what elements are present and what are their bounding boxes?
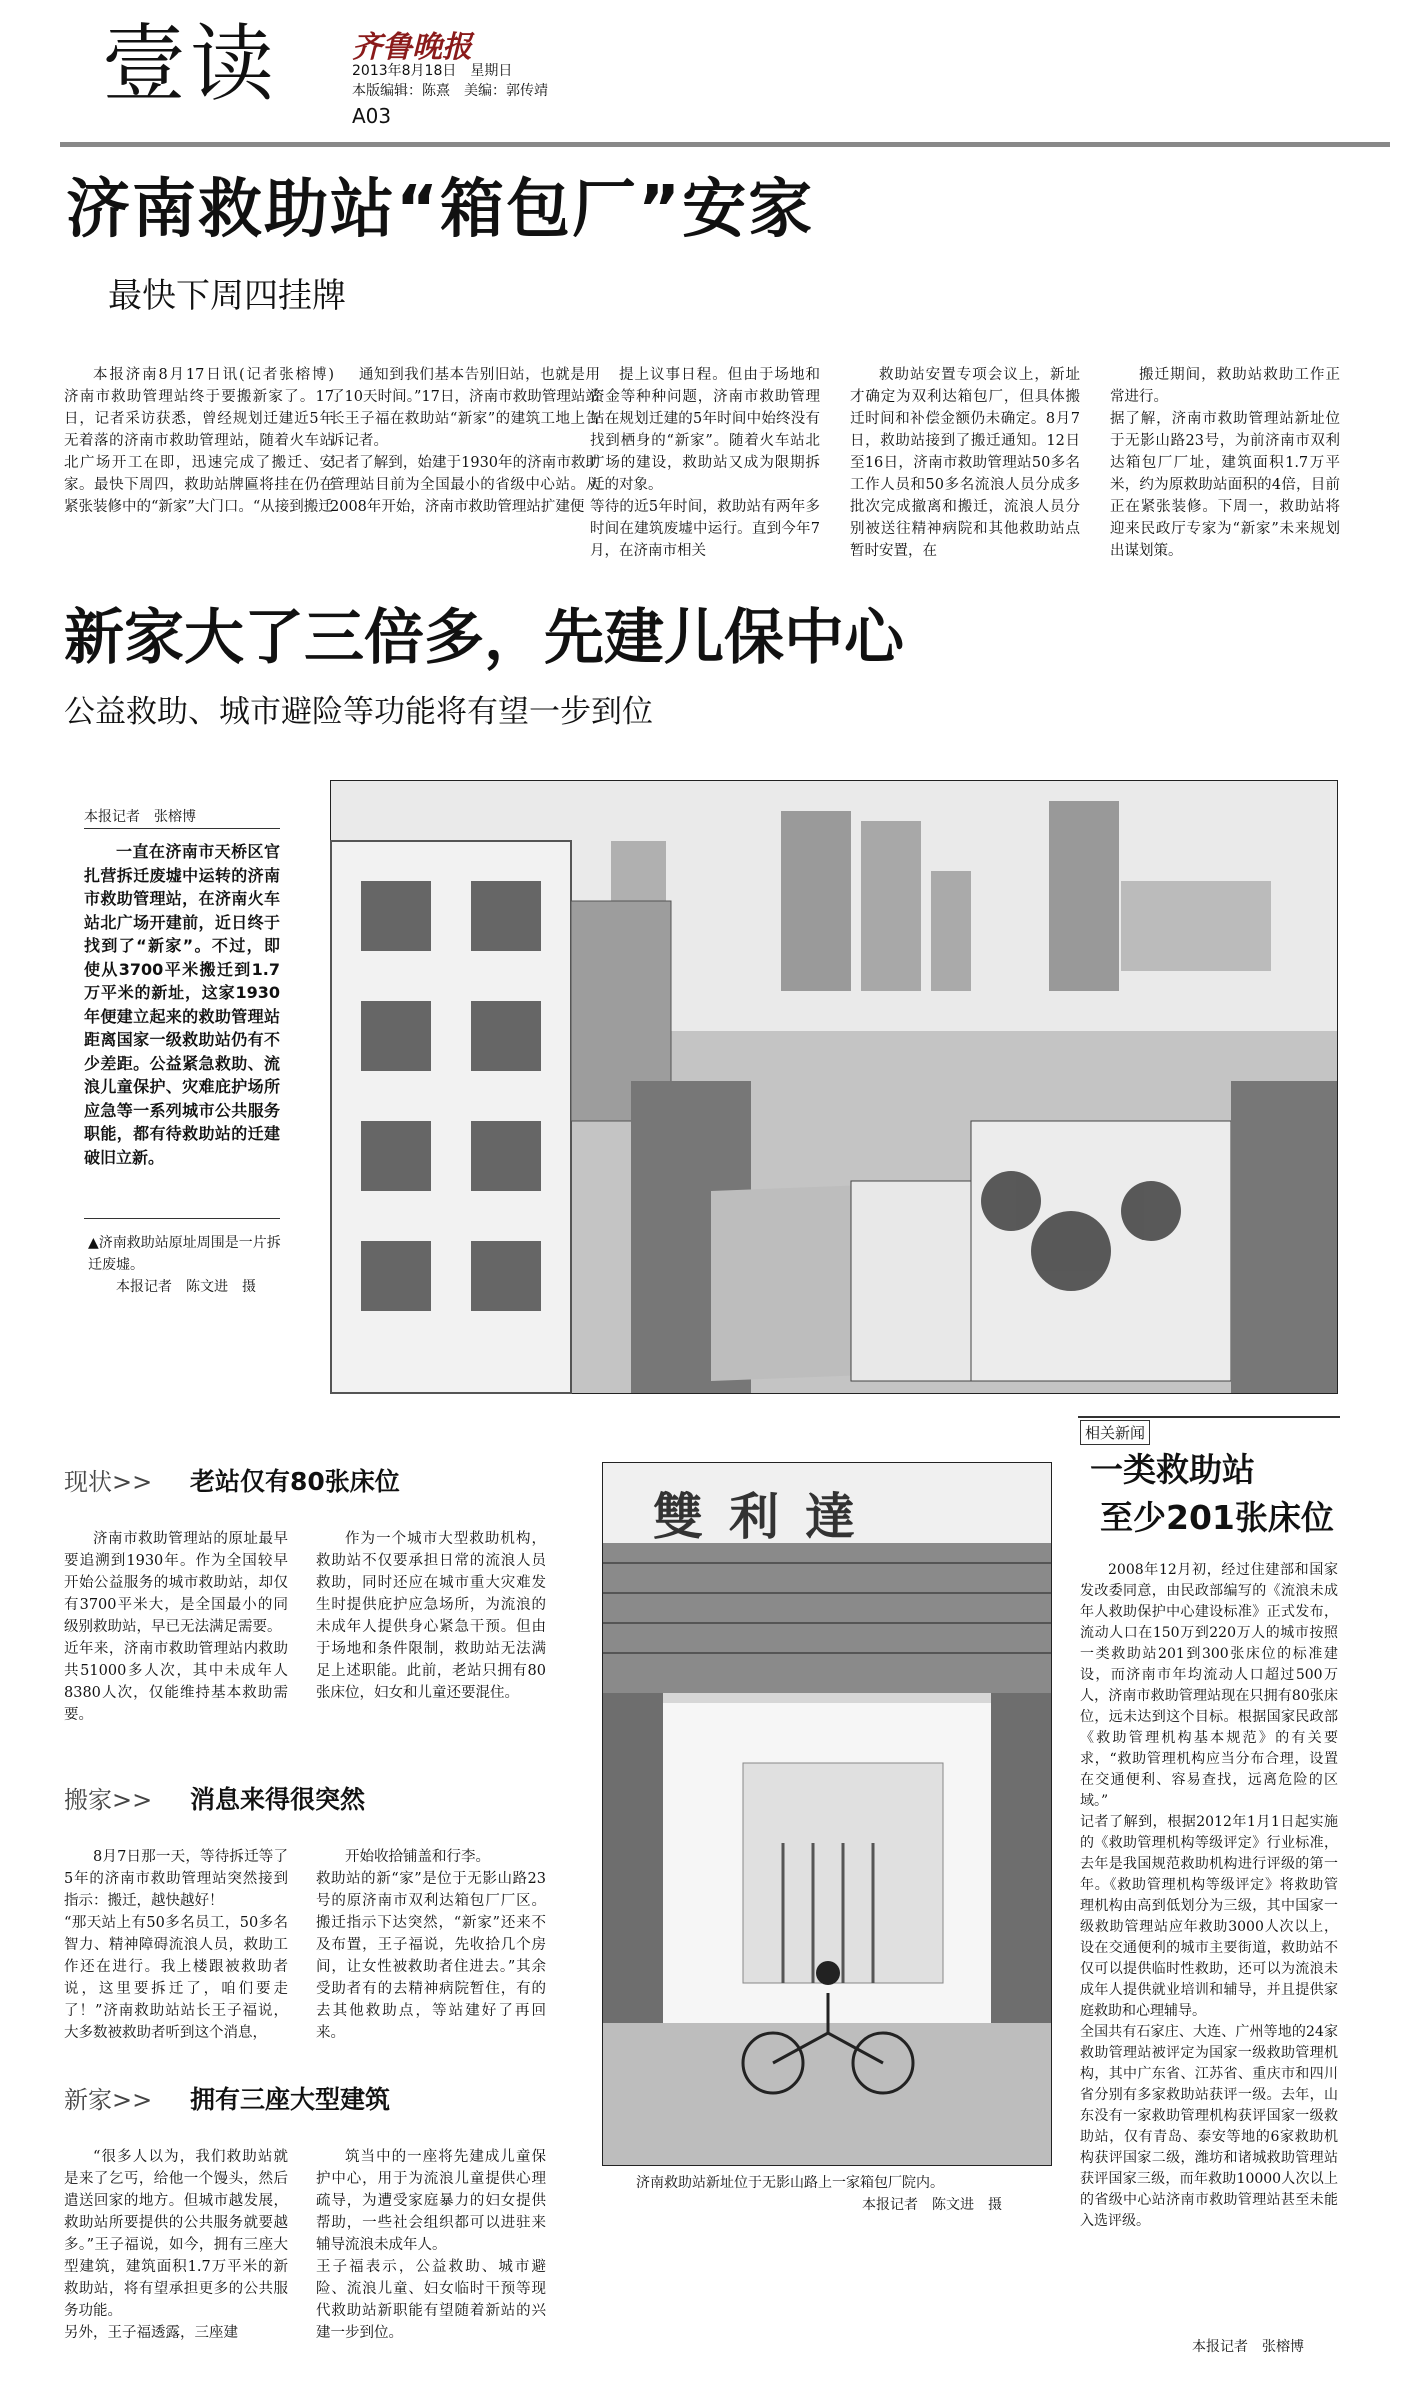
section1-col2-text: 作为一个城市大型救助机构，救助站不仅要承担日常的流浪人员救助，同时还应在城市重大灾难发生时提供庇护应急场所，为流浪的未成年人提供身心紧急干预。但由于场地和条件限制，救助站无法满足上述职能。此前，老站只拥有80张床位，妇女和儿童还要混住。 — [316, 1531, 546, 1701]
lead-col5-text: 搬迁期间，救助站救助工作正常进行。 据了解，济南市救助管理站新址位于无影山路23号，为前济南市双利达箱包厂厂址，建筑面积1.7万平米，约为原救助站面积的4倍，目前正在紧张装修。下周一，救助站将迎来民政厅专家为“新家”未来规划出谋划策。 — [1110, 367, 1340, 559]
byline-rule — [84, 828, 280, 829]
editors-line: 本版编辑：陈熹 美编：郭传靖 — [352, 83, 548, 99]
new-site-gate-photo — [602, 1462, 1052, 2166]
section3-column-1 — [64, 2146, 288, 2376]
gate-illustration — [603, 1463, 1051, 2165]
lead-column-4 — [850, 364, 1080, 564]
lead-headline: 济南救助站“箱包厂”安家 — [66, 173, 815, 247]
sidebar-body-text: 2008年12月初，经过住建部和国家发改委同意，由民政部编写的《流浪未成年人救助保护中心建设标准》正式发布，流动人口在150万到220万人的城市按照一类救助站201到300张床位的标准建设，而济南市年均流动人口超过500万人，济南市救助管理站现在只拥有80张床位，远未达到这个目标。根据国家民政部《救助管理机构基本规范》的有关要求，“救助管理机构应当分布合理，设置在交通便利、容易查找，远离危险的区域。” 记者了解到，根据2012年1月1日起实施的《救助管理机构等级评定》行业标准，去年是我国规范救助机构进行评级的第一年。《救助管理机构等级评定》将救助管理机构由高到低划分为三级，其中国家一级救助管理站应年救助3000人次以上，设在交通便利的城市主要街道，救助站不仅可以提供临时性救助，还可以为流浪未成年人提供就业培训和辅导，并且提供家庭救助和心理辅导。 全国共有石家庄、大连、广州等地的24家救助管理站被评定为国家一级救助管理机构，其中广东省、江苏省、重庆市和四川省分别有多家救助站获评一级。去年，山东没有一家救助管理机构获评国家一级救助站，仅有青岛、泰安等地的6家救助机构获评国家二级，潍坊和诸城救助管理站获评国家三级，而年救助10000人次以上的省级中心站济南市救助管理站甚至未能入选评级。 — [1080, 1562, 1338, 2229]
section3-title: 拥有三座大型建筑 — [190, 2085, 391, 2114]
lead-col3-text: 提上议事日程。但由于场地和资金等种种问题，济南市救助管理站在规划迁建的5年时间中始终没有找到栖身的“新家”。随着火车站北广场的建设，救助站又成为限期拆迁的对象。 等待的近5年时间，救助站有两年多时间在建筑废墟中运行。直到今年7月，在济南市相关 — [590, 367, 820, 559]
caption-rule — [84, 1218, 280, 1219]
lead-col2-text: 通知到我们基本告别旧站，也就是用了10天时间。”17日，济南市救助管理站站长王子福在救助站“新家”的建筑工地上告诉记者。 记者了解到，始建于1930年的济南市救助管理站目前为全国最小的省级中心站。从2008年开始，济南市救助管理站扩建便 — [330, 367, 600, 515]
lead-column-1 — [64, 364, 349, 564]
lead-column-2 — [330, 364, 600, 564]
section-name: 壹读 — [102, 15, 279, 113]
section2-col2-text: 开始收拾铺盖和行李。 救助站的新“家”是位于无影山路23号的原济南市双利达箱包厂厂区。搬迁指示下达突然，“新家”还来不及布置，王子福说，先收拾几个房间，让女性被救助者住进去。”其余受助者有的去精神病院暂住，有的去其他救助点，等站建好了再回来。 — [316, 1849, 546, 2041]
section2-tag: 搬家>> — [64, 1786, 153, 1814]
section1-column-2 — [316, 1528, 546, 1728]
masthead-rule — [60, 142, 1390, 147]
lead-column-5 — [1110, 364, 1340, 564]
lead-subhead: 最快下周四挂牌 — [108, 276, 346, 316]
lead-col4-text: 救助站安置专项会议上，新址才确定为双利达箱包厂，但具体搬迁时间和补偿金额仍未确定。8月7日，救助站接到了搬迁通知。12日至16日，济南市救助管理站50多名工作人员和50多名流浪人员分成多批次完成撤离和搬迁，流浪人员分别被送往精神病院和其他救助站点暂时安置，在 — [850, 367, 1080, 559]
photo1-caption: ▲济南救助站原址周围是一片拆迁废墟。 — [88, 1235, 281, 1273]
feature-headline: 新家大了三倍多，先建儿保中心 — [64, 603, 904, 673]
page-number: A03 — [352, 104, 392, 128]
paper-logo: 齐鲁晚报 — [352, 30, 472, 65]
section2-column-1 — [64, 1846, 288, 2046]
demolition-site-illustration — [331, 781, 1337, 1393]
sidebar-byline: 本报记者 张榕博 — [1192, 2339, 1304, 2355]
section2-title: 消息来得很突然 — [190, 1785, 366, 1814]
masthead — [0, 0, 1409, 150]
photo2-caption: 济南救助站新址位于无影山路上一家箱包厂院内。 — [636, 2175, 944, 2191]
section3-col1-text: “很多人以为，我们救助站就是来了乞丐，给他一个馒头，然后遣送回家的地方。但城市越发展，救助站所要提供的公共服务就要越多。”王子福说，如今，拥有三座大型建筑，建筑面积1.7万平米的新救助站，将有望承担更多的公共服务功能。 另外，王子福透露，三座建 — [64, 2149, 288, 2341]
photo2-credit: 本报记者 陈文进 摄 — [862, 2197, 1002, 2213]
section2-col1-text: 8月7日那一天，等待拆迁等了5年的济南市救助管理站突然接到指示：搬迁，越快越好！ “那天站上有50多名员工，50多名智力、精神障碍流浪人员，救助工作还在进行。我上楼跟被救助者说，这里要拆迁了，咱们要走了！”济南救助站站长王子福说，大多数被救助者听到这个消息， — [64, 1849, 288, 2041]
lead-column-3 — [590, 364, 820, 564]
gate-sign-text: 雙利達 — [653, 1487, 881, 1546]
photo1-credit: 本报记者 陈文进 摄 — [116, 1279, 256, 1295]
feature-subhead: 公益救助、城市避险等功能将有望一步到位 — [64, 694, 653, 730]
demolition-site-photo — [330, 780, 1338, 1394]
section3-col2-text: 筑当中的一座将先建成儿童保护中心，用于为流浪儿童提供心理疏导，为遭受家庭暴力的妇女提供帮助，一些社会组织都可以进驻来辅导流浪未成年人。 王子福表示，公益救助、城市避险、流浪儿童、妇女临时干预等现代救助站新职能有望随着新站的兴建一步到位。 — [316, 2149, 546, 2341]
issue-date: 2013年8月18日 星期日 — [352, 63, 513, 79]
feature-byline: 本报记者 张榕博 — [84, 809, 196, 825]
section1-tag: 现状>> — [64, 1468, 153, 1496]
section3-column-2 — [316, 2146, 546, 2376]
section1-column-1 — [64, 1528, 288, 1728]
feature-intro-text: 一直在济南市天桥区官扎营拆迁废墟中运转的济南市救助管理站，在济南火车站北广场开建前，近日终于找到了“新家”。不过，即使从3700平米搬迁到1.7万平米的新址，这家1930年便建立起来的救助管理站距离国家一级救助站仍有不少差距。公益紧急救助、流浪儿童保护、灾难庇护场所应急等一系列城市公共服务职能，都有待救助站的迁建破旧立新。 — [84, 842, 280, 1167]
lead-col1-text: 本报济南8月17日讯(记者张榕博) 济南市救助管理站终于要搬新家了。17日，记者采访获悉，曾经规划迁建近5年无着落的济南市救助管理站，随着火车站北广场开工在即，迅速完成了搬迁、安家。最快下周四，救助站牌匾将挂在仍在紧张装修中的“新家”大门口。“从接到搬迁 — [64, 367, 349, 515]
feature-intro — [84, 840, 280, 1208]
sidebar-label: 相关新闻 — [1080, 1420, 1150, 1445]
sidebar-headline-line2: 至少201张床位 — [1100, 1498, 1334, 1537]
sidebar-body — [1080, 1560, 1338, 2330]
section1-col1-text: 济南市救助管理站的原址最早要追溯到1930年。作为全国较早开始公益服务的城市救助站，却仅有3700平米大，是全国最小的同级别救助站，早已无法满足需要。 近年来，济南市救助管理站内救助共51000多人次，其中未成年人8380人次，仅能维持基本救助需要。 — [64, 1531, 288, 1723]
section2-column-2 — [316, 1846, 546, 2046]
section3-tag: 新家>> — [64, 2086, 153, 2114]
sidebar-headline-line1: 一类救助站 — [1090, 1450, 1255, 1489]
section1-title: 老站仅有80张床位 — [190, 1467, 400, 1496]
sidebar-top-rule — [1078, 1416, 1340, 1418]
